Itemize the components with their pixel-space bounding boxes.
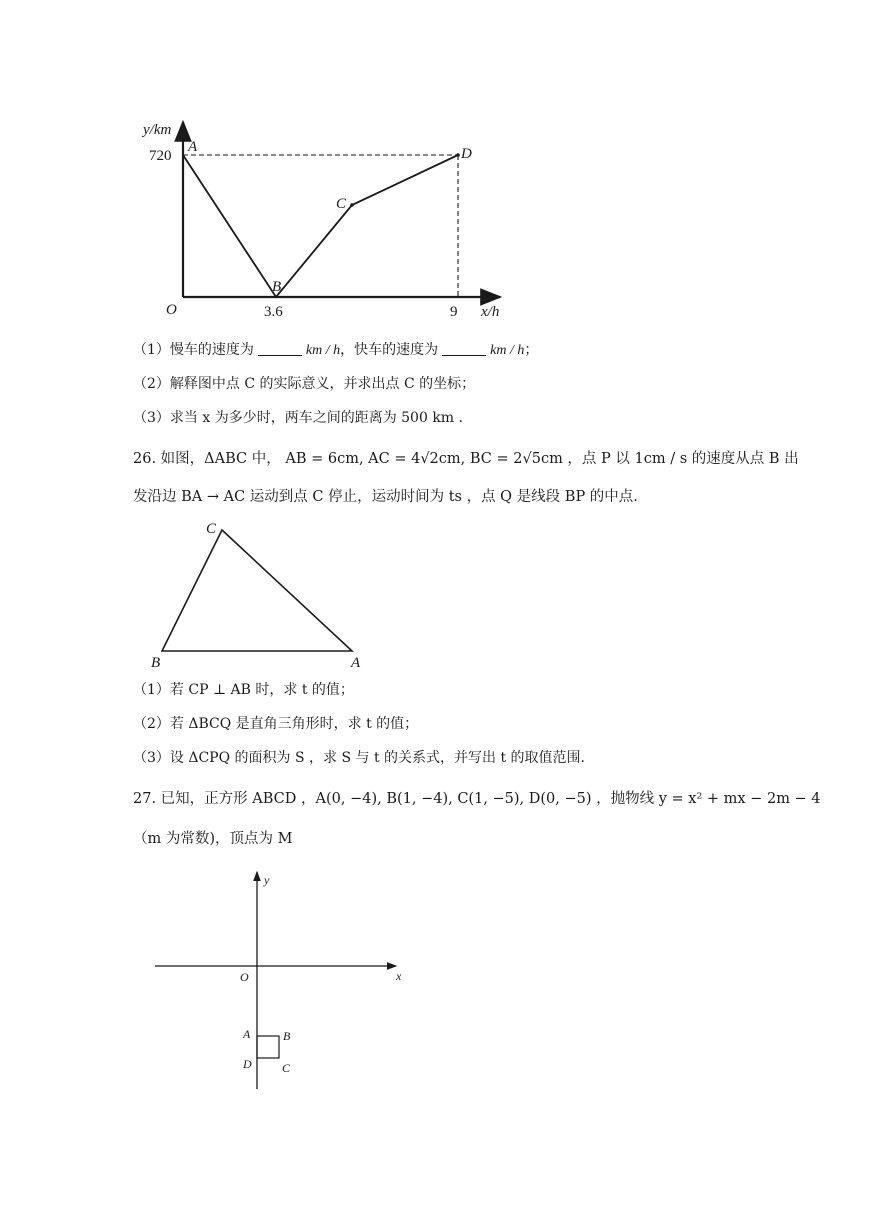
q25-sub1 <box>133 340 538 361</box>
triangle-label-b: B <box>151 655 161 671</box>
q27-line1: 27. 已知，正方形 ABCD ，A(0, −4), B(1, −4), C(1, −5), D(0, −5) ，抛物线 y = x² + mx − 2m − 4 <box>133 791 821 807</box>
q27-line2: （m 为常数)，顶点为 M <box>133 831 293 847</box>
q25-sub1-unit2: km / h <box>490 343 525 358</box>
q26-line1: 26. 如图，ΔABC 中， AB = 6cm, AC = 4√2cm, BC = 2√5cm ，点 P 以 1cm / s 的速度从点 B 出 <box>133 451 799 467</box>
distance-time-graph <box>0 0 869 330</box>
q25-sub1-end: ； <box>524 342 539 358</box>
graph1-polyline <box>183 155 458 297</box>
triangle-label-c: C <box>206 521 217 537</box>
graph1-origin-label: O <box>166 302 177 318</box>
graph1-point-b-label: B <box>272 279 282 295</box>
q26-sub3: （3）设 ΔCPQ 的面积为 S ，求 S 与 t 的关系式，并写出 t 的取值范围. <box>133 750 586 766</box>
q25-sub1-unit1: km / h <box>305 343 341 358</box>
q25-blank-1 <box>258 341 302 356</box>
q26-sub1: （1）若 CP ⊥ AB 时，求 t 的值； <box>133 682 354 698</box>
q25-sub2: （2）解释图中点 C 的实际意义，并求出点 C 的坐标； <box>133 376 476 392</box>
graph1-point-d-label: D <box>461 146 472 162</box>
q25-sub1-prefix: （1）慢车的速度为 <box>133 342 254 358</box>
plane-y-label: y <box>264 873 270 887</box>
q25-sub3: （3）求当 x 为多少时，两车之间的距离为 500 km . <box>133 410 463 426</box>
triangle-abc-figure <box>0 515 869 675</box>
coordinate-plane-figure <box>0 860 869 1100</box>
square-label-a: A <box>243 1027 251 1041</box>
graph1-point-a-label: A <box>188 139 198 155</box>
graph1-x-tick-3.6: 3.6 <box>264 304 283 320</box>
q26-line2: 发沿边 BA → AC 运动到点 C 停止，运动时间为 ts ，点 Q 是线段 BP 的中点. <box>133 489 638 505</box>
square-abcd <box>257 1036 279 1058</box>
square-label-d: D <box>243 1057 252 1071</box>
graph1-point-d-dot <box>456 153 460 157</box>
triangle-abc <box>162 530 352 651</box>
plane-origin-label: O <box>240 970 249 984</box>
plane-x-label: x <box>396 969 402 983</box>
q26-sub2: （2）若 ΔBCQ 是直角三角形时，求 t 的值； <box>133 716 419 732</box>
square-label-b: B <box>283 1029 291 1043</box>
graph1-point-c-label: C <box>336 196 347 212</box>
graph1-y-axis-label: y/km <box>143 122 172 138</box>
square-label-c: C <box>282 1061 291 1075</box>
graph1-y-tick-720: 720 <box>149 148 172 164</box>
q25-blank-2 <box>442 341 486 356</box>
graph1-x-axis-label: x/h <box>481 304 500 320</box>
graph1-x-tick-9: 9 <box>450 304 458 320</box>
triangle-label-a: A <box>351 655 361 671</box>
q25-sub1-mid: ，快车的速度为 <box>340 342 439 358</box>
graph1-point-c-dot <box>350 203 354 207</box>
